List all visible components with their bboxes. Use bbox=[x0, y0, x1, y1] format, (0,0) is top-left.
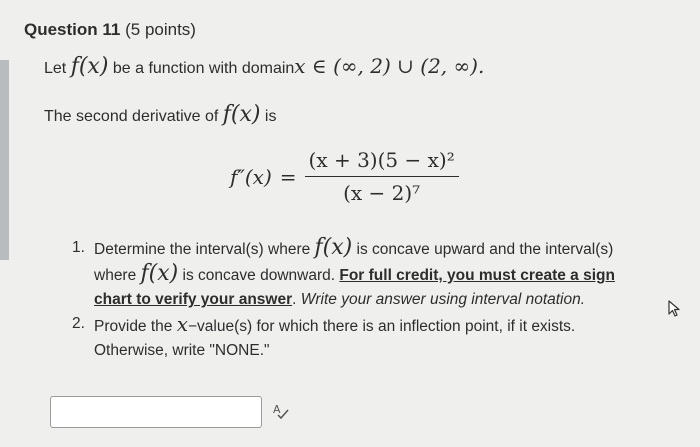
intro-middle: be a function with domain bbox=[108, 60, 295, 77]
formula-denominator: (x − 2)⁷ bbox=[343, 181, 421, 205]
instruction-1-underline: For full credit, you must create a sign chart to verify your answer bbox=[94, 267, 615, 308]
question-header bbox=[24, 20, 196, 40]
instruction-1-part-c: is concave downward. bbox=[178, 267, 340, 284]
instruction-1-italic: Write your answer using interval notation. bbox=[300, 291, 586, 308]
formula-equals: = bbox=[279, 164, 297, 189]
second-derivative-line bbox=[44, 102, 276, 127]
instruction-number: 1. bbox=[72, 239, 85, 256]
formula-lhs: f″(x) bbox=[230, 164, 272, 189]
instruction-1-part-d: . bbox=[292, 291, 301, 308]
instruction-text bbox=[94, 236, 652, 312]
svg-text:A: A bbox=[273, 403, 281, 416]
function-symbol: f(x) bbox=[70, 54, 109, 79]
intro-line bbox=[44, 54, 484, 79]
instruction-2-x: x bbox=[176, 312, 188, 336]
instruction-1-func-2: f(x) bbox=[140, 261, 179, 286]
question-points: (5 points) bbox=[125, 20, 196, 39]
second-function-symbol: f(x) bbox=[222, 102, 261, 127]
second-suffix: is bbox=[260, 108, 277, 125]
instruction-item-2 bbox=[72, 312, 652, 363]
instruction-list bbox=[72, 236, 652, 363]
instruction-text bbox=[94, 312, 652, 363]
left-accent-bar bbox=[0, 60, 9, 260]
question-number: Question 11 bbox=[24, 20, 121, 39]
instruction-2-part-b: −value(s) for which there is an inflection point, if it exists. Otherwise, write "NONE." bbox=[94, 318, 576, 359]
instruction-item-1 bbox=[72, 236, 652, 312]
pointer-cursor-icon bbox=[668, 300, 682, 323]
formula-numerator: (x + 3)(5 − x)² bbox=[305, 148, 459, 177]
instruction-1-part-b: is concave upward and the interval(s) where bbox=[94, 241, 614, 284]
formula-fraction bbox=[305, 148, 459, 205]
instruction-1-part-a: Determine the interval(s) where bbox=[94, 241, 315, 258]
spellcheck-icon[interactable] bbox=[272, 402, 290, 424]
second-prefix: The second derivative of bbox=[44, 108, 223, 125]
domain-expression: x ∈ (∞, 2) ∪ (2, ∞). bbox=[294, 54, 485, 78]
intro-prefix: Let bbox=[44, 60, 71, 77]
instruction-number: 2. bbox=[72, 315, 85, 332]
instruction-1-func-1: f(x) bbox=[314, 235, 353, 260]
answer-input[interactable] bbox=[50, 396, 262, 428]
instruction-2-part-a: Provide the bbox=[94, 318, 177, 335]
second-derivative-formula bbox=[230, 148, 459, 205]
